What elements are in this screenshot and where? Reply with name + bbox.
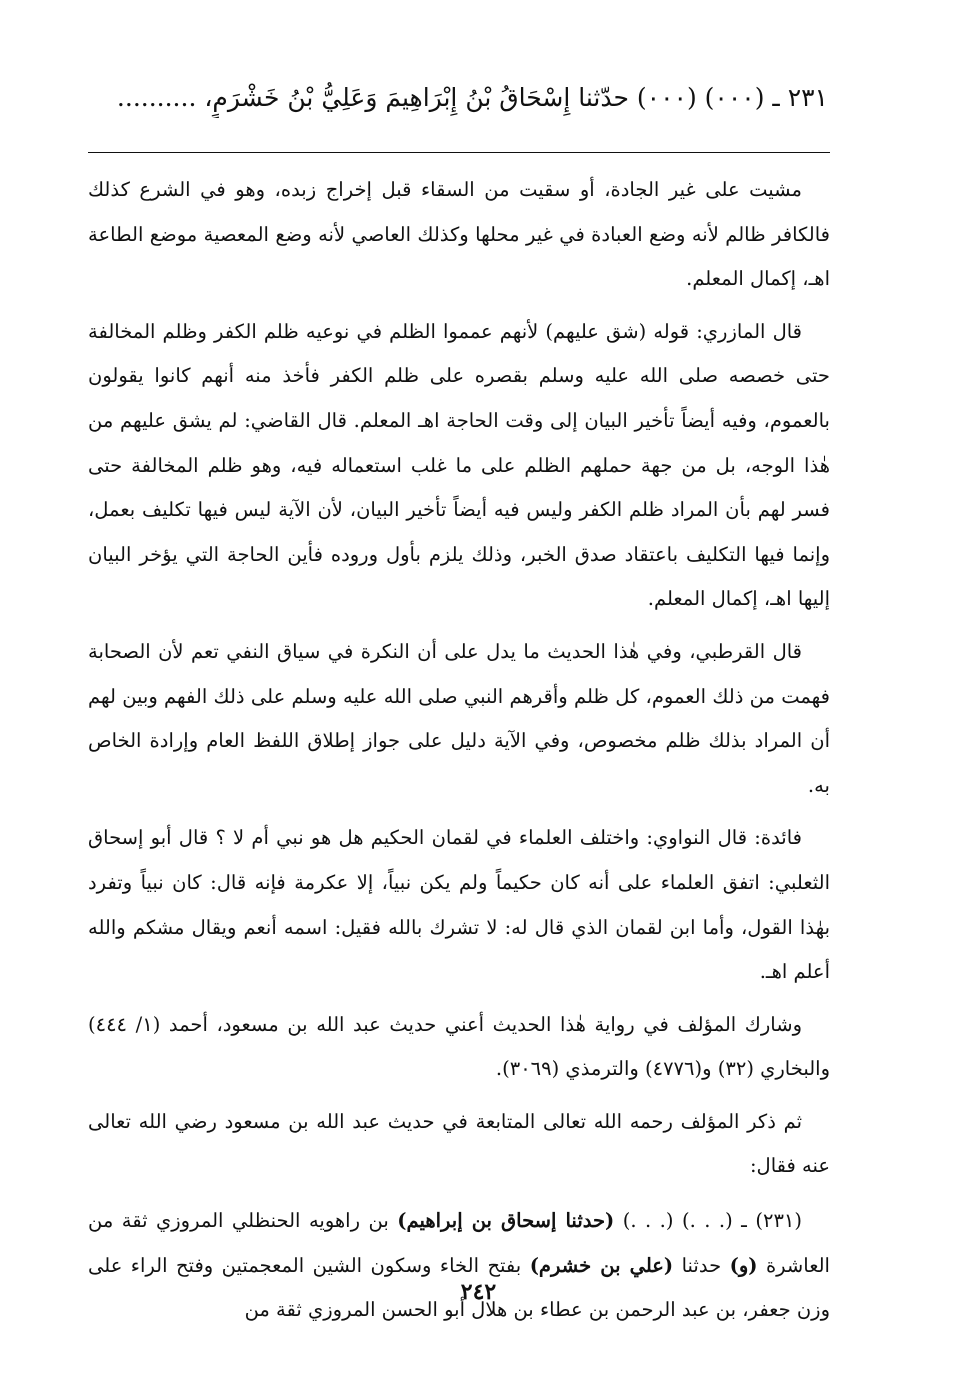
- running-header: ٢٣١ ـ (٠٠٠) (٠٠٠) حدّثنا إِسْحَاقُ بْنُ إِبْرَاهِيمَ وَعَلِيُّ بْنُ خَشْرَمٍ، ..........: [116, 83, 828, 112]
- narration-number: (٢٣١) ـ (. . .) (. . .): [614, 1209, 802, 1233]
- narration-text-3: بفتح الخاء وسكون الشين المعجمتين وفتح الراء على وزن جعفر، بن عبد الرحمن بن عطاء بن هلال أبو الحسن المروزي ثقة من: [88, 1253, 830, 1322]
- paragraph-4: فائدة: قال النواوي: واختلف العلماء في لقمان الحكيم هل هو نبي أم لا ؟ قال أبو إسحاق الثعلبي: اتفق العلماء على أنه كان حكيماً ولم يكن نبياً، إلا عكرمة فإنه قال: كان نبياً وتفرد بهٰذا القول، وأما ابن لقمان الذي قال له: لا تشرك بالله فقيل: اسمه أنعم ويقال مشكم والله أعلم اهـ.: [88, 826, 830, 984]
- page-number: ٢٤٢: [460, 1279, 497, 1305]
- narrator-ali: (علي بن خشرم): [529, 1253, 674, 1277]
- narrator-ishaq: (حدثنا إسحاق بن إبراهيم): [397, 1209, 615, 1233]
- paragraph-6: ثم ذكر المؤلف رحمه الله تعالى المتابعة في حديث عبد الله بن مسعود رضي الله تعالى عنه فقال:: [88, 1109, 830, 1178]
- main-text: [88, 168, 830, 1341]
- narration-text-2: حدثنا: [673, 1253, 730, 1277]
- paragraph-5: وشارك المؤلف في رواية هٰذا الحديث أعني حديث عبد الله بن مسعود، أحمد (١/ ٤٤٤) والبخاري (٣٢) و(٤٧٧٦) والترمذي (٣٠٦٩).: [88, 1012, 830, 1081]
- paragraph-7-narration: [88, 1199, 830, 1333]
- narration-text-1: بن راهويه الحنظلي المروزي ثقة من العاشرة: [88, 1209, 830, 1277]
- paragraph-2: قال المازري: قوله (شق عليهم) لأنهم عمموا الظلم في نوعيه ظلم الكفر وظلم المخالفة حتى خصصه صلى الله عليه وسلم بقصره على ظلم الكفر فأخذ منه أنهم كانوا يقولون بالعموم، وفيه أيضاً تأخير البيان إلى وقت الحاجة اهـ المعلم. قال القاضي: لم يشق عليهم من هٰذا الوجه، بل من جهة حملهم الظلم على ما غلب استعماله فيه، وهو ظلم المخالفة حتى فسر لهم بأن المراد ظلم الكفر وليس فيه أيضاً تأخير البيان، لأن الآية ليس فيها تكليف بعمل، وإنما فيها التكليف باعتقاد صدق الخبر، وذلك يلزم بأول وروده فأين الحاجة التي يؤخر البيان إليها اهـ، إكمال المعلم.: [88, 319, 830, 611]
- paragraph-3: قال القرطبي، وفي هٰذا الحديث ما يدل على أن النكرة في سياق النفي تعم لأن الصحابة فهمت من ذلك العموم، كل ظلم وأقرهم النبي صلى الله عليه وسلم على ذلك الفهم وبين لهم أن المراد بذلك ظلم مخصوص، وفي الآية دليل على جواز إطلاق اللفظ العام وإرادة الخاص به.: [88, 639, 830, 797]
- conjunction-waw: (و): [729, 1253, 758, 1277]
- paragraph-1: مشيت على غير الجادة، أو سقيت من السقاء قبل إخراج زبده، وهو في الشرع كذلك فالكافر ظالم لأنه وضع العبادة في غير محلها وكذلك العاصي لأنه وضع المعصية موضع الطاعة اهـ، إكمال المعلم.: [88, 178, 830, 291]
- header-divider: [88, 152, 830, 153]
